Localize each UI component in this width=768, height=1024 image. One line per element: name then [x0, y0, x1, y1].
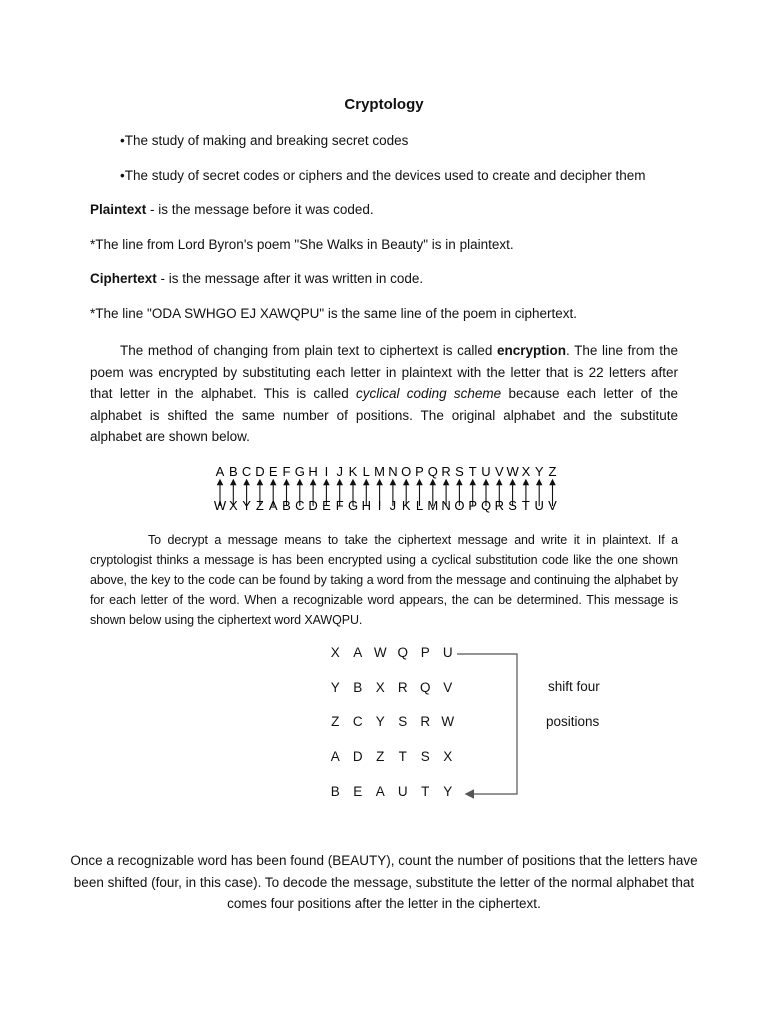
- shift-bracket-arrow: [455, 648, 525, 800]
- plaintext-example: *The line from Lord Byron's poem "She Walks in Beauty" is in plaintext.: [90, 237, 514, 252]
- original-letter: M: [374, 464, 386, 479]
- substitute-letter: P: [468, 498, 478, 513]
- original-letter: G: [294, 464, 305, 479]
- shift-letter: T: [421, 783, 430, 799]
- substitute-letter: I: [377, 498, 382, 513]
- original-letter: E: [268, 464, 278, 479]
- shift-letter: U: [442, 645, 453, 660]
- plaintext-definition: [90, 202, 374, 217]
- original-alphabet: [216, 464, 557, 479]
- substitute-letter: Y: [242, 498, 251, 513]
- original-letter: F: [282, 464, 291, 479]
- original-letter: J: [336, 464, 343, 479]
- original-letter: B: [228, 464, 238, 479]
- encryption-paragraph: [90, 340, 678, 448]
- plaintext-definition-text: - is the message before it was coded.: [146, 202, 374, 217]
- shift-letter: Q: [397, 645, 408, 660]
- original-letter: A: [215, 464, 225, 479]
- shift-letter: D: [352, 749, 363, 765]
- original-letter: Y: [534, 464, 544, 479]
- shift-letter: W: [373, 645, 387, 660]
- shift-letter: B: [353, 679, 363, 695]
- substitute-letter: X: [228, 498, 238, 513]
- shift-letter: S: [420, 749, 430, 765]
- original-letter: C: [241, 464, 252, 479]
- shift-label-line-1: shift four: [548, 679, 600, 694]
- original-letter: D: [255, 464, 265, 479]
- page-title: Cryptology: [344, 96, 424, 113]
- substitute-letter: B: [282, 498, 291, 513]
- substitute-letter: M: [427, 498, 439, 513]
- original-letter: N: [388, 464, 398, 479]
- original-letter: H: [308, 464, 318, 479]
- original-letter: X: [521, 464, 531, 479]
- original-letter: O: [401, 464, 412, 479]
- shift-letter: X: [375, 679, 385, 695]
- shift-letter: P: [420, 645, 430, 660]
- shift-label-line-2: positions: [546, 714, 600, 729]
- substitute-letter: J: [389, 498, 397, 513]
- shift-letter: B: [330, 783, 340, 799]
- encryption-text-2: . The line from the poem was encrypted by substituting each letter in plaintext with the letter that is 22 letters after that letter in the alphabet. This is called: [90, 343, 678, 401]
- encryption-text-1: The method of changing from plain text to ciphertext is called: [120, 343, 498, 358]
- substitute-letter: L: [415, 498, 424, 513]
- original-letter: S: [455, 464, 464, 479]
- original-letter: V: [494, 464, 504, 479]
- original-letter: Q: [427, 464, 438, 479]
- substitute-letter: R: [494, 498, 504, 513]
- substitute-letter: O: [454, 498, 465, 513]
- shift-letter: Z: [331, 714, 340, 730]
- original-letter: U: [481, 464, 491, 479]
- shift-letter: W: [441, 714, 455, 730]
- ciphertext-definition-text: - is the message after it was written in code.: [156, 271, 424, 286]
- shift-letter: V: [443, 679, 453, 695]
- shift-letter: U: [397, 783, 408, 799]
- substitute-letter: C: [295, 498, 305, 513]
- substitute-letter: D: [308, 498, 318, 513]
- original-letter: R: [441, 464, 451, 479]
- shift-row: [324, 714, 459, 749]
- substitute-letter: S: [508, 498, 517, 513]
- bullet-item: •The study of secret codes or ciphers and the devices used to create and decipher them: [120, 168, 646, 183]
- substitute-alphabet: [214, 498, 557, 513]
- encryption-text-3: because each letter of the alphabet is shifted the same number of positions. The original alphabet and the substitute alphabet are shown below.: [90, 386, 678, 444]
- bullet-item: •The study of making and breaking secret codes: [120, 133, 409, 148]
- shift-letter: A: [375, 783, 385, 799]
- substitute-letter: G: [347, 498, 359, 513]
- plaintext-term: Plaintext: [90, 202, 147, 217]
- original-letter: Z: [548, 464, 557, 479]
- substitute-letter: H: [361, 498, 371, 513]
- shift-letter: Z: [376, 749, 385, 765]
- substitute-letter: K: [401, 498, 411, 513]
- original-letter: I: [324, 464, 329, 479]
- shift-row: [324, 784, 459, 819]
- original-letter: T: [468, 464, 477, 479]
- substitute-letter: N: [441, 498, 451, 513]
- substitute-letter: W: [213, 498, 227, 513]
- shift-letter: X: [443, 749, 453, 765]
- original-letter: P: [415, 464, 424, 479]
- shift-letter: Y: [330, 679, 340, 695]
- substitute-letter: A: [268, 498, 278, 513]
- shift-letter: R: [397, 679, 408, 695]
- substitute-letter: U: [534, 498, 544, 513]
- substitute-letter: Z: [255, 498, 264, 513]
- cyclical-coding-term: cyclical coding scheme: [356, 386, 502, 401]
- original-letter: K: [348, 464, 358, 479]
- shift-letter: Q: [419, 679, 431, 695]
- substitute-letter: F: [335, 498, 344, 513]
- alphabet-substitution-diagram: [200, 458, 580, 516]
- shift-letter: C: [352, 714, 363, 730]
- ciphertext-definition: [90, 271, 423, 286]
- substitute-letter: T: [521, 498, 530, 513]
- shift-row: [324, 680, 459, 715]
- shift-letter: R: [420, 714, 431, 730]
- encryption-term: encryption: [497, 343, 567, 358]
- shift-table: [324, 645, 459, 818]
- ciphertext-example: *The line "ODA SWHGO EJ XAWQPU" is the same line of the poem in ciphertext.: [90, 306, 578, 321]
- shift-letter: Y: [443, 783, 453, 799]
- shift-letter: X: [330, 645, 340, 660]
- shift-letter: A: [353, 645, 363, 660]
- shift-letter: T: [398, 749, 407, 765]
- shift-letter: A: [330, 749, 340, 765]
- closing-paragraph: Once a recognizable word has been found (BEAUTY), count the number of positions that the letters have been shifted (four, in this case). To decode the message, substitute the letter of the normal alphabet that comes four positions after the letter in the ciphertext.: [70, 853, 698, 911]
- substitute-letter: E: [322, 498, 331, 513]
- substitute-letter: V: [548, 498, 557, 513]
- shift-letter: Y: [375, 714, 385, 730]
- ciphertext-term: Ciphertext: [90, 271, 157, 286]
- shift-letter: E: [353, 783, 363, 799]
- substitute-letter: Q: [480, 498, 492, 513]
- original-letter: W: [506, 464, 519, 479]
- shift-letter: S: [398, 714, 408, 730]
- decrypt-paragraph: To decrypt a message means to take the ciphertext message and write it in plaintext. If a cryptologist thinks a message is has been encrypted using a cyclical substitution code like the one shown above, the key to the code can be found by taking a word from the message and continuing the alphabet by for each letter of the word. When a recognizable word appears, the can be determined. This message is shown below using the ciphertext word XAWQPU.: [90, 533, 678, 627]
- original-letter: L: [362, 464, 370, 479]
- shift-row: [324, 749, 459, 784]
- shift-row: [324, 645, 459, 680]
